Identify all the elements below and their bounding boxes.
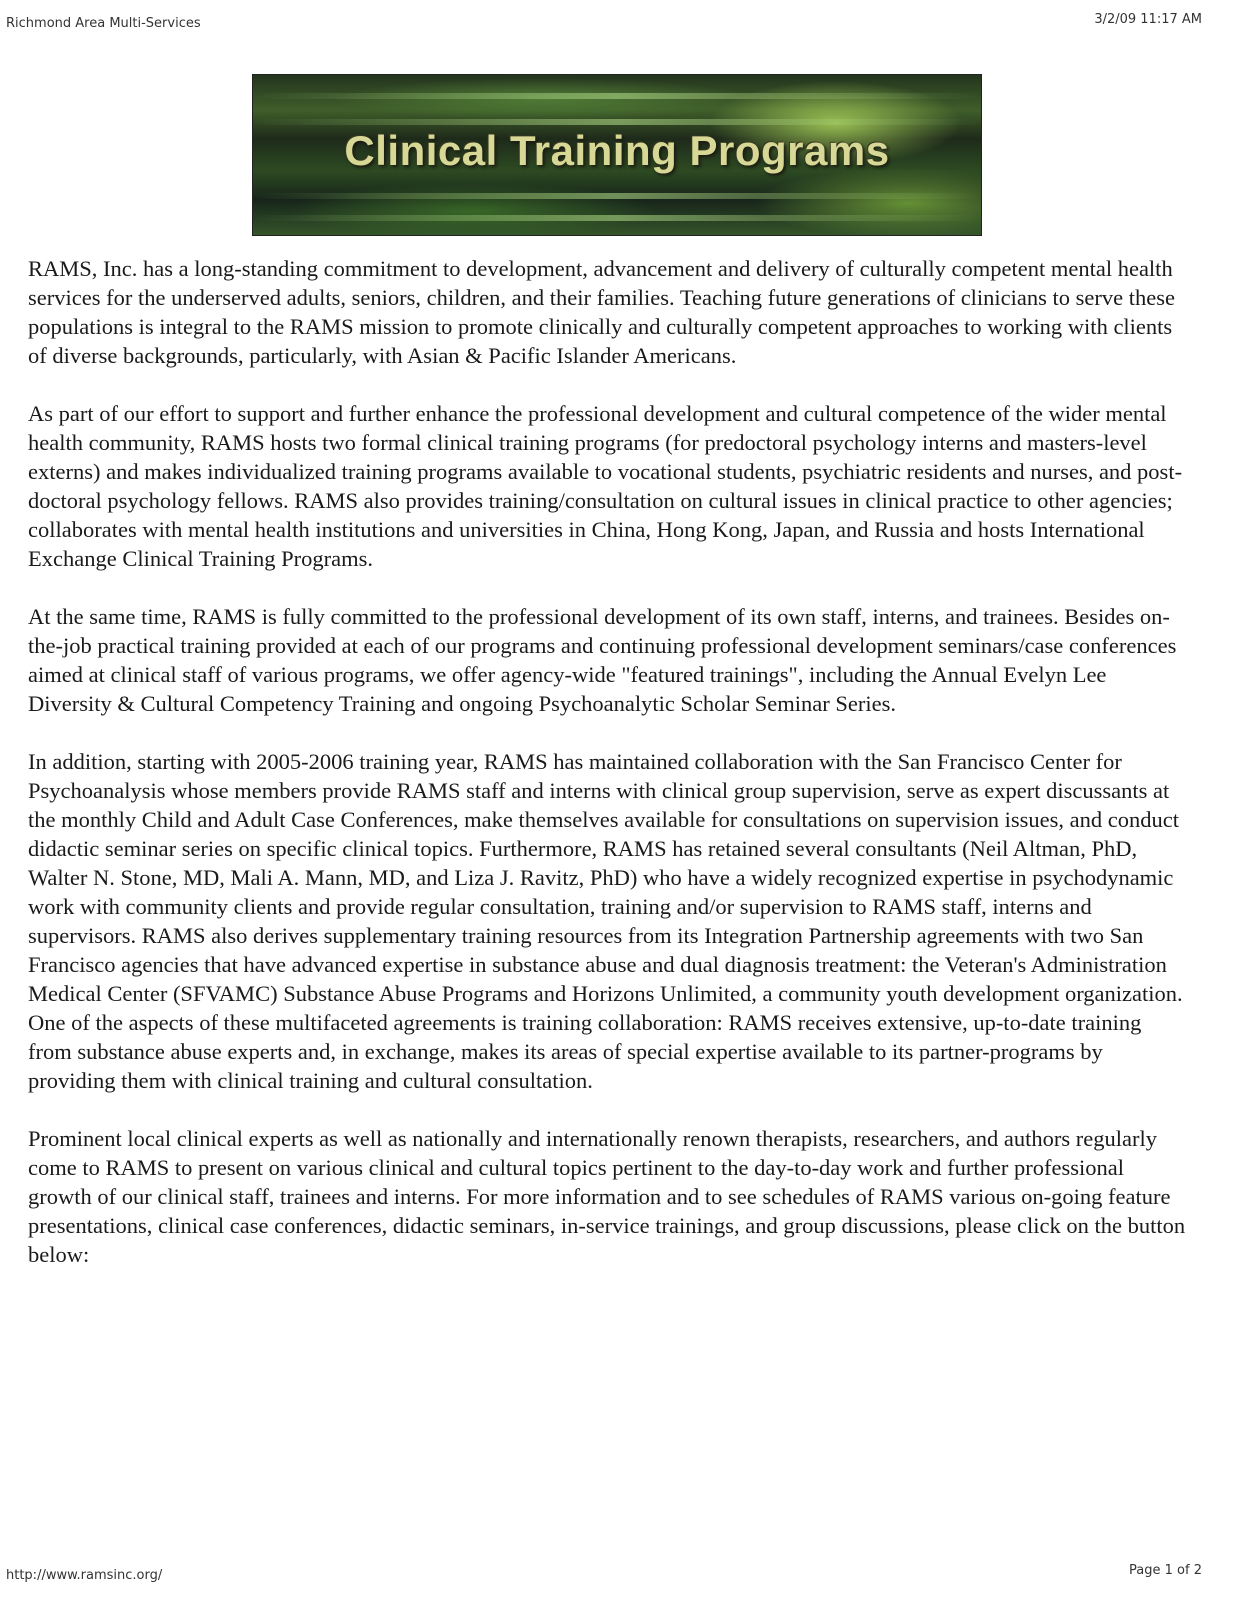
banner-stripe	[253, 119, 981, 125]
page-url: http://www.ramsinc.org/	[6, 1568, 163, 1583]
paragraph-presentations: Prominent local clinical experts as well as nationally and internationally renown therapists, researchers, and authors regularly come to RAMS to present on various clinical and cultural topics pertinent to the day-to-day work and further professional growth of our clinical staff, trainees and interns. For more information and to see schedules of RAMS various on-going feature presentations, clinical case conferences, didactic seminars, in-service trainings, and group discussions, please click on the button below:	[28, 1126, 1186, 1267]
paragraph-staff-development: At the same time, RAMS is fully committed to the professional development of its own staff, interns, and trainees. Besides on-the-job practical training provided at each of our programs and continuing professional development seminars/case conferences aimed at clinical staff of various programs, we offer agency-wide "featured trainings", including the Annual Evelyn Lee Diversity & Cultural Competency Training and ongoing Psychoanalytic Scholar Seminar Series.	[28, 604, 1177, 716]
banner-title: Clinical Training Programs	[344, 127, 890, 174]
print-datetime: 3/2/09 11:17 AM	[1094, 12, 1202, 27]
page-number: Page 1 of 2	[1129, 1563, 1202, 1578]
banner-stripe	[253, 193, 981, 199]
main-content	[28, 254, 1188, 1298]
paragraph-community-support: As part of our effort to support and further enhance the professional development and cultural competence of the wider mental health community, RAMS hosts two formal clinical training programs (for predoctoral psychology interns and masters-level externs) and makes individualized training programs available to vocational students, psychiatric residents and nurses, and post-doctoral psychology fellows. RAMS also provides training/consultation on cultural issues in clinical practice to other agencies; collaborates with mental health institutions and universities in China, Hong Kong, Japan, and Russia and hosts International Exchange Clinical Training Programs.	[28, 401, 1183, 571]
site-name: Richmond Area Multi-Services	[6, 16, 201, 31]
paragraph-commitment: RAMS, Inc. has a long-standing commitment to development, advancement and delivery of culturally competent mental health services for the underserved adults, seniors, children, and their families. Teaching future generations of clinicians to serve these populations is integral to the RAMS mission to promote clinically and culturally competent approaches to working with clients of diverse backgrounds, particularly, with Asian & Pacific Islander Americans.	[28, 256, 1175, 368]
banner-image	[252, 74, 982, 236]
banner-stripe	[253, 215, 981, 221]
paragraph-collaboration: In addition, starting with 2005-2006 training year, RAMS has maintained collaboration with the San Francisco Center for Psychoanalysis whose members provide RAMS staff and interns with clinical group supervision, serve as expert discussants at the monthly Child and Adult Case Conferences, make themselves available for consultations on supervision issues, and conduct didactic seminar series on specific clinical topics. Furthermore, RAMS has retained several consultants (Neil Altman, PhD, Walter N. Stone, MD, Mali A. Mann, MD, and Liza J. Ravitz, PhD) who have a widely recognized expertise in psychodynamic work with community clients and provide regular consultation, training and/or supervision to RAMS staff, interns and supervisors. RAMS also derives supplementary training resources from its Integration Partnership agreements with two San Francisco agencies that have advanced expertise in substance abuse and dual diagnosis treatment: the Veteran's Administration Medical Center (SFVAMC) Substance Abuse Programs and Horizons Unlimited, a community youth development organization. One of the aspects of these multifaceted agreements is training collaboration: RAMS receives extensive, up-to-date training from substance abuse experts and, in exchange, makes its areas of special expertise available to its partner-programs by providing them with clinical training and cultural consultation.	[28, 749, 1183, 1093]
banner-stripe	[253, 93, 981, 99]
